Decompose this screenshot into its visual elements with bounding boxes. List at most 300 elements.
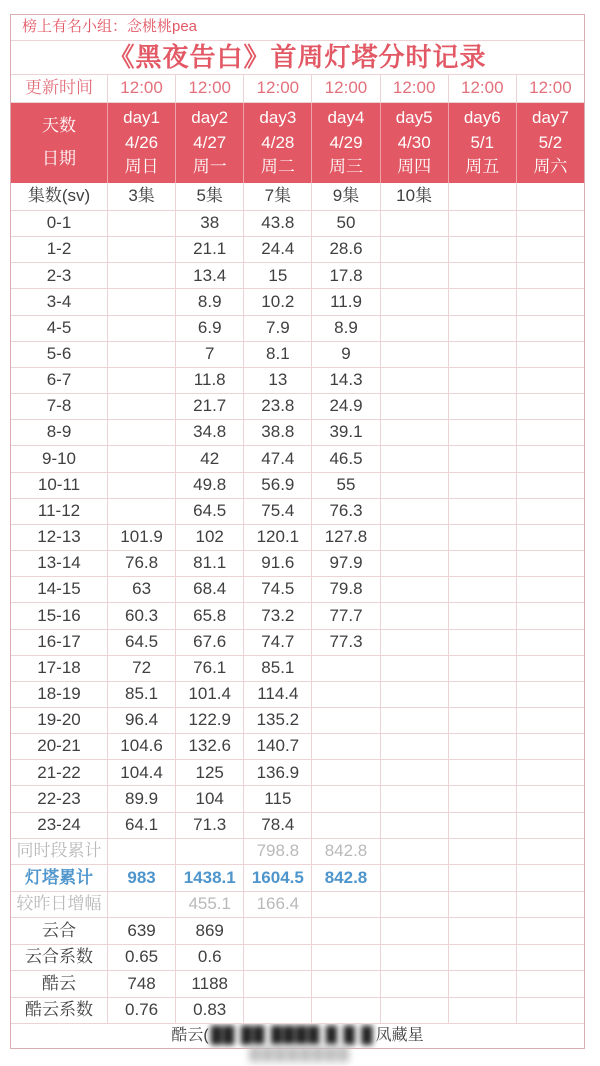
summary-value-cell bbox=[448, 971, 516, 997]
page-title: 《黑夜告白》首周灯塔分时记录 bbox=[108, 42, 487, 73]
hour-row bbox=[11, 813, 584, 839]
hour-value-cell: 9 bbox=[311, 342, 379, 367]
hour-range-label: 2-3 bbox=[46, 265, 72, 285]
summary-row bbox=[11, 971, 584, 998]
hour-range-label: 10-11 bbox=[37, 474, 81, 494]
hour-value-cell: 104.4 bbox=[107, 760, 175, 785]
summary-value-cell: 0.65 bbox=[107, 945, 175, 971]
hour-value-cell: 127.8 bbox=[311, 525, 379, 550]
hour-value-cell bbox=[380, 368, 448, 393]
hour-value-cell: 71.3 bbox=[175, 813, 243, 838]
summary-value-cell bbox=[380, 945, 448, 971]
hour-value-cell bbox=[448, 211, 516, 236]
hour-value-cell bbox=[448, 237, 516, 262]
summary-value-cell: 639 bbox=[107, 918, 175, 944]
hour-value-cell bbox=[448, 499, 516, 524]
summary-value-cell bbox=[448, 839, 516, 865]
update-time-cell: 12:00 bbox=[380, 75, 448, 102]
hour-value-cell bbox=[448, 473, 516, 498]
hour-value-cell: 49.8 bbox=[175, 473, 243, 498]
summary-row bbox=[11, 839, 584, 866]
hour-value-cell bbox=[516, 211, 584, 236]
day-date: 4/26 bbox=[125, 132, 159, 152]
hour-row bbox=[11, 263, 584, 289]
summary-value-cell bbox=[516, 945, 584, 971]
hour-value-cell: 114.4 bbox=[243, 682, 311, 707]
footer-prefix: 酷云( bbox=[171, 1027, 209, 1045]
hour-value-cell: 101.9 bbox=[107, 525, 175, 550]
day-header-cell bbox=[107, 103, 175, 183]
hour-value-cell: 24.4 bbox=[243, 237, 311, 262]
hour-value-cell: 7 bbox=[175, 342, 243, 367]
summary-value-cell: 842.8 bbox=[311, 839, 379, 865]
table-body bbox=[11, 75, 584, 1024]
hour-value-cell: 34.8 bbox=[175, 420, 243, 445]
hour-value-cell bbox=[516, 342, 584, 367]
hour-value-cell: 81.1 bbox=[175, 551, 243, 576]
hour-row bbox=[11, 656, 584, 682]
hour-value-cell bbox=[311, 786, 379, 811]
hour-value-cell bbox=[311, 656, 379, 681]
summary-row bbox=[11, 918, 584, 945]
summary-value-cell: 748 bbox=[107, 971, 175, 997]
hour-range-label: 12-13 bbox=[37, 527, 81, 547]
summary-label: 较昨日增幅 bbox=[16, 894, 102, 914]
day-header-cell bbox=[175, 103, 243, 183]
hour-value-cell bbox=[448, 368, 516, 393]
hour-value-cell bbox=[107, 394, 175, 419]
hour-value-cell: 42 bbox=[175, 446, 243, 471]
hour-value-cell bbox=[448, 708, 516, 733]
day-header-row bbox=[11, 103, 584, 183]
summary-value-cell: 0.6 bbox=[175, 945, 243, 971]
hour-value-cell: 79.8 bbox=[311, 577, 379, 602]
hour-value-cell: 21.1 bbox=[175, 237, 243, 262]
day-weekday: 周五 bbox=[465, 157, 500, 177]
day-date: 4/30 bbox=[397, 132, 431, 152]
hour-value-cell bbox=[516, 394, 584, 419]
day-date: 4/29 bbox=[329, 132, 363, 152]
summary-label: 同时段累计 bbox=[16, 841, 102, 861]
hour-value-cell bbox=[380, 394, 448, 419]
episode-count-cell: 10集 bbox=[380, 183, 448, 210]
summary-value-cell bbox=[380, 839, 448, 865]
hour-value-cell: 38.8 bbox=[243, 420, 311, 445]
hour-value-cell bbox=[448, 577, 516, 602]
hour-value-cell bbox=[380, 786, 448, 811]
hour-row bbox=[11, 237, 584, 263]
episode-count-cell bbox=[448, 183, 516, 210]
update-time-cell: 12:00 bbox=[175, 75, 243, 102]
episode-count-cell: 3集 bbox=[107, 183, 175, 210]
summary-value-cell bbox=[243, 971, 311, 997]
summary-row bbox=[11, 865, 584, 892]
hour-value-cell: 13.4 bbox=[175, 263, 243, 288]
hour-value-cell bbox=[516, 473, 584, 498]
summary-value-cell bbox=[107, 839, 175, 865]
hour-value-cell bbox=[516, 734, 584, 759]
hour-row bbox=[11, 368, 584, 394]
hour-value-cell: 136.9 bbox=[243, 760, 311, 785]
summary-value-cell bbox=[448, 998, 516, 1024]
hour-value-cell bbox=[448, 734, 516, 759]
summary-value-cell bbox=[311, 918, 379, 944]
summary-value-cell: 1604.5 bbox=[243, 865, 311, 891]
summary-value-cell bbox=[516, 892, 584, 918]
hour-row bbox=[11, 760, 584, 786]
day-number: day2 bbox=[191, 107, 229, 127]
hour-value-cell bbox=[380, 630, 448, 655]
title-row bbox=[11, 41, 584, 75]
corner-label-date: 日期 bbox=[42, 149, 76, 169]
hour-value-cell bbox=[516, 499, 584, 524]
hour-value-cell: 39.1 bbox=[311, 420, 379, 445]
hour-range-label: 3-4 bbox=[46, 291, 72, 311]
hour-value-cell: 101.4 bbox=[175, 682, 243, 707]
hour-value-cell bbox=[448, 263, 516, 288]
hour-value-cell: 38 bbox=[175, 211, 243, 236]
hour-range-label: 17-18 bbox=[37, 657, 81, 677]
update-time-label: 更新时间 bbox=[25, 78, 93, 98]
hour-value-cell bbox=[516, 263, 584, 288]
hour-value-cell: 11.9 bbox=[311, 289, 379, 314]
summary-value-cell bbox=[243, 918, 311, 944]
hour-row bbox=[11, 551, 584, 577]
hour-value-cell bbox=[311, 734, 379, 759]
day-header-cell bbox=[516, 103, 584, 183]
update-time-cell: 12:00 bbox=[516, 75, 584, 102]
hour-value-cell bbox=[107, 237, 175, 262]
summary-value-cell bbox=[311, 998, 379, 1024]
hour-value-cell: 74.5 bbox=[243, 577, 311, 602]
summary-value-cell bbox=[380, 998, 448, 1024]
day-weekday: 周二 bbox=[260, 157, 295, 177]
summary-value-cell bbox=[516, 918, 584, 944]
summary-value-cell: 166.4 bbox=[243, 892, 311, 918]
lighthouse-record-table bbox=[10, 14, 585, 1049]
hour-value-cell: 135.2 bbox=[243, 708, 311, 733]
day-number: day4 bbox=[327, 107, 365, 127]
hour-value-cell bbox=[516, 446, 584, 471]
hour-range-label: 20-21 bbox=[37, 736, 81, 756]
hour-range-label: 22-23 bbox=[37, 788, 81, 808]
hour-value-cell bbox=[107, 499, 175, 524]
summary-value-cell bbox=[448, 865, 516, 891]
hour-value-cell: 73.2 bbox=[243, 603, 311, 628]
hour-range-label: 8-9 bbox=[46, 422, 72, 442]
summary-label: 云合 bbox=[42, 920, 76, 940]
day-header-cell bbox=[448, 103, 516, 183]
hour-row bbox=[11, 420, 584, 446]
summary-value-cell bbox=[448, 945, 516, 971]
hour-value-cell: 11.8 bbox=[175, 368, 243, 393]
update-time-row bbox=[11, 75, 584, 103]
hour-value-cell bbox=[380, 499, 448, 524]
update-time-cell: 12:00 bbox=[243, 75, 311, 102]
blurred-watermark: ████████ bbox=[249, 1046, 351, 1062]
hour-value-cell bbox=[448, 394, 516, 419]
hour-value-cell: 46.5 bbox=[311, 446, 379, 471]
hour-value-cell bbox=[107, 289, 175, 314]
corner-cell bbox=[11, 103, 107, 183]
hour-value-cell bbox=[380, 316, 448, 341]
hour-value-cell: 89.9 bbox=[107, 786, 175, 811]
day-weekday: 周一 bbox=[192, 157, 227, 177]
hour-value-cell bbox=[380, 551, 448, 576]
hour-row bbox=[11, 734, 584, 760]
day-number: day3 bbox=[259, 107, 297, 127]
hour-value-cell: 104 bbox=[175, 786, 243, 811]
hour-value-cell: 96.4 bbox=[107, 708, 175, 733]
summary-value-cell bbox=[243, 945, 311, 971]
hour-value-cell: 8.1 bbox=[243, 342, 311, 367]
day-date: 4/28 bbox=[261, 132, 295, 152]
day-number: day1 bbox=[123, 107, 160, 127]
hour-value-cell bbox=[448, 446, 516, 471]
hour-value-cell bbox=[380, 708, 448, 733]
hour-value-cell: 8.9 bbox=[311, 316, 379, 341]
hour-range-label: 7-8 bbox=[46, 396, 72, 416]
hour-value-cell bbox=[516, 760, 584, 785]
hour-value-cell bbox=[311, 708, 379, 733]
note-row bbox=[11, 15, 584, 41]
day-header-cell bbox=[243, 103, 311, 183]
hour-range-label: 13-14 bbox=[37, 553, 81, 573]
hour-value-cell bbox=[380, 446, 448, 471]
hour-value-cell: 115 bbox=[243, 786, 311, 811]
hour-value-cell: 76.1 bbox=[175, 656, 243, 681]
summary-value-cell: 0.76 bbox=[107, 998, 175, 1024]
summary-value-cell bbox=[380, 971, 448, 997]
hour-range-label: 6-7 bbox=[46, 370, 72, 390]
hour-value-cell: 13 bbox=[243, 368, 311, 393]
hour-value-cell: 120.1 bbox=[243, 525, 311, 550]
footer-suffix: 凤藏星 bbox=[375, 1027, 424, 1045]
hour-value-cell bbox=[516, 368, 584, 393]
summary-label: 云合系数 bbox=[25, 947, 93, 967]
day-number: day6 bbox=[463, 107, 501, 127]
hour-value-cell bbox=[448, 813, 516, 838]
hour-value-cell bbox=[448, 603, 516, 628]
hour-value-cell bbox=[380, 525, 448, 550]
summary-value-cell bbox=[380, 865, 448, 891]
hour-value-cell: 47.4 bbox=[243, 446, 311, 471]
hour-value-cell: 28.6 bbox=[311, 237, 379, 262]
hour-value-cell: 64.5 bbox=[175, 499, 243, 524]
hour-value-cell: 77.7 bbox=[311, 603, 379, 628]
hour-value-cell: 43.8 bbox=[243, 211, 311, 236]
hour-value-cell bbox=[380, 342, 448, 367]
hour-value-cell bbox=[448, 630, 516, 655]
hour-row bbox=[11, 289, 584, 315]
hour-value-cell bbox=[380, 473, 448, 498]
hour-value-cell: 104.6 bbox=[107, 734, 175, 759]
hour-value-cell bbox=[448, 316, 516, 341]
hour-value-cell bbox=[448, 551, 516, 576]
summary-value-cell bbox=[380, 918, 448, 944]
summary-value-cell bbox=[311, 971, 379, 997]
summary-label: 酷云系数 bbox=[25, 1000, 93, 1020]
footer-credit bbox=[11, 1024, 584, 1048]
day-weekday: 周日 bbox=[124, 157, 159, 177]
hour-range-label: 9-10 bbox=[41, 448, 77, 468]
hour-value-cell: 122.9 bbox=[175, 708, 243, 733]
summary-value-cell bbox=[448, 918, 516, 944]
hour-value-cell: 76.3 bbox=[311, 499, 379, 524]
hour-value-cell: 23.8 bbox=[243, 394, 311, 419]
corner-label-days: 天数 bbox=[42, 116, 76, 136]
hour-row bbox=[11, 682, 584, 708]
hour-range-label: 1-2 bbox=[46, 239, 72, 259]
update-time-cell: 12:00 bbox=[311, 75, 379, 102]
day-number: day7 bbox=[531, 107, 569, 127]
hour-value-cell bbox=[448, 786, 516, 811]
hour-value-cell: 85.1 bbox=[243, 656, 311, 681]
hour-value-cell: 55 bbox=[311, 473, 379, 498]
summary-value-cell: 1438.1 bbox=[175, 865, 243, 891]
hour-value-cell bbox=[516, 603, 584, 628]
summary-value-cell bbox=[516, 839, 584, 865]
hour-value-cell bbox=[380, 237, 448, 262]
summary-value-cell: 798.8 bbox=[243, 839, 311, 865]
hour-value-cell: 15 bbox=[243, 263, 311, 288]
summary-row bbox=[11, 998, 584, 1025]
summary-value-cell bbox=[311, 892, 379, 918]
update-time-cell: 12:00 bbox=[448, 75, 516, 102]
hour-value-cell: 60.3 bbox=[107, 603, 175, 628]
hour-row bbox=[11, 446, 584, 472]
hour-range-label: 4-5 bbox=[46, 317, 72, 337]
hour-value-cell bbox=[516, 630, 584, 655]
day-header-cell bbox=[380, 103, 448, 183]
hour-row bbox=[11, 342, 584, 368]
hour-value-cell bbox=[380, 760, 448, 785]
hour-value-cell bbox=[516, 786, 584, 811]
hour-value-cell bbox=[380, 289, 448, 314]
episode-count-row bbox=[11, 183, 584, 211]
hour-value-cell bbox=[380, 813, 448, 838]
hour-value-cell: 85.1 bbox=[107, 682, 175, 707]
hour-value-cell bbox=[380, 682, 448, 707]
day-number: day5 bbox=[395, 107, 433, 127]
hour-value-cell bbox=[107, 446, 175, 471]
hour-value-cell bbox=[380, 577, 448, 602]
episode-count-cell bbox=[516, 183, 584, 210]
hour-row bbox=[11, 577, 584, 603]
hour-value-cell: 91.6 bbox=[243, 551, 311, 576]
summary-value-cell: 455.1 bbox=[175, 892, 243, 918]
hour-value-cell: 14.3 bbox=[311, 368, 379, 393]
hour-value-cell bbox=[311, 813, 379, 838]
summary-value-cell: 842.8 bbox=[311, 865, 379, 891]
summary-value-cell bbox=[107, 892, 175, 918]
hour-value-cell: 67.6 bbox=[175, 630, 243, 655]
hour-value-cell: 50 bbox=[311, 211, 379, 236]
hour-value-cell bbox=[311, 760, 379, 785]
hour-value-cell: 125 bbox=[175, 760, 243, 785]
hour-row bbox=[11, 499, 584, 525]
summary-row bbox=[11, 945, 584, 972]
hour-value-cell bbox=[516, 289, 584, 314]
hour-value-cell: 76.8 bbox=[107, 551, 175, 576]
summary-row bbox=[11, 892, 584, 919]
hour-value-cell: 97.9 bbox=[311, 551, 379, 576]
group-note: 榜上有名小组：念桃桃pea bbox=[22, 18, 198, 36]
hour-value-cell bbox=[107, 368, 175, 393]
hour-value-cell: 72 bbox=[107, 656, 175, 681]
hour-value-cell: 64.5 bbox=[107, 630, 175, 655]
hour-row bbox=[11, 473, 584, 499]
day-weekday: 周三 bbox=[328, 157, 363, 177]
summary-value-cell: 1188 bbox=[175, 971, 243, 997]
hour-row bbox=[11, 525, 584, 551]
hour-value-cell: 75.4 bbox=[243, 499, 311, 524]
hour-value-cell: 56.9 bbox=[243, 473, 311, 498]
hour-value-cell bbox=[448, 682, 516, 707]
hour-row bbox=[11, 211, 584, 237]
hour-value-cell: 17.8 bbox=[311, 263, 379, 288]
hour-value-cell bbox=[516, 525, 584, 550]
footer-row bbox=[11, 1024, 584, 1048]
episode-count-cell: 9集 bbox=[311, 183, 379, 210]
hour-range-label: 0-1 bbox=[46, 213, 72, 233]
summary-label: 酷云 bbox=[42, 973, 76, 993]
hour-range-label: 15-16 bbox=[37, 605, 81, 625]
hour-range-label: 23-24 bbox=[37, 814, 81, 834]
episode-count-cell: 7集 bbox=[243, 183, 311, 210]
hour-range-label: 18-19 bbox=[37, 684, 81, 704]
hour-value-cell bbox=[448, 525, 516, 550]
hour-value-cell bbox=[311, 682, 379, 707]
hour-value-cell bbox=[380, 656, 448, 681]
hour-value-cell: 63 bbox=[107, 577, 175, 602]
hour-row bbox=[11, 603, 584, 629]
day-weekday: 周六 bbox=[533, 157, 568, 177]
day-weekday: 周四 bbox=[397, 157, 432, 177]
hour-value-cell bbox=[107, 473, 175, 498]
day-header-cell bbox=[311, 103, 379, 183]
hour-value-cell bbox=[107, 263, 175, 288]
summary-value-cell bbox=[516, 971, 584, 997]
hour-value-cell bbox=[516, 316, 584, 341]
hour-value-cell: 77.3 bbox=[311, 630, 379, 655]
hour-value-cell: 78.4 bbox=[243, 813, 311, 838]
hour-value-cell: 132.6 bbox=[175, 734, 243, 759]
hour-value-cell bbox=[516, 577, 584, 602]
hour-row bbox=[11, 394, 584, 420]
hour-value-cell: 64.1 bbox=[107, 813, 175, 838]
summary-value-cell bbox=[380, 892, 448, 918]
hour-value-cell bbox=[107, 420, 175, 445]
hour-value-cell bbox=[516, 682, 584, 707]
hour-value-cell: 68.4 bbox=[175, 577, 243, 602]
hour-value-cell bbox=[107, 211, 175, 236]
hour-value-cell bbox=[448, 656, 516, 681]
hour-value-cell: 7.9 bbox=[243, 316, 311, 341]
hour-row bbox=[11, 786, 584, 812]
hour-value-cell: 10.2 bbox=[243, 289, 311, 314]
hour-value-cell bbox=[516, 656, 584, 681]
summary-value-cell bbox=[516, 865, 584, 891]
hour-range-label: 14-15 bbox=[37, 579, 81, 599]
hour-value-cell: 74.7 bbox=[243, 630, 311, 655]
hour-value-cell: 102 bbox=[175, 525, 243, 550]
summary-value-cell: 983 bbox=[107, 865, 175, 891]
hour-value-cell bbox=[380, 734, 448, 759]
hour-range-label: 21-22 bbox=[37, 762, 81, 782]
hour-value-cell bbox=[516, 237, 584, 262]
update-time-cell: 12:00 bbox=[107, 75, 175, 102]
